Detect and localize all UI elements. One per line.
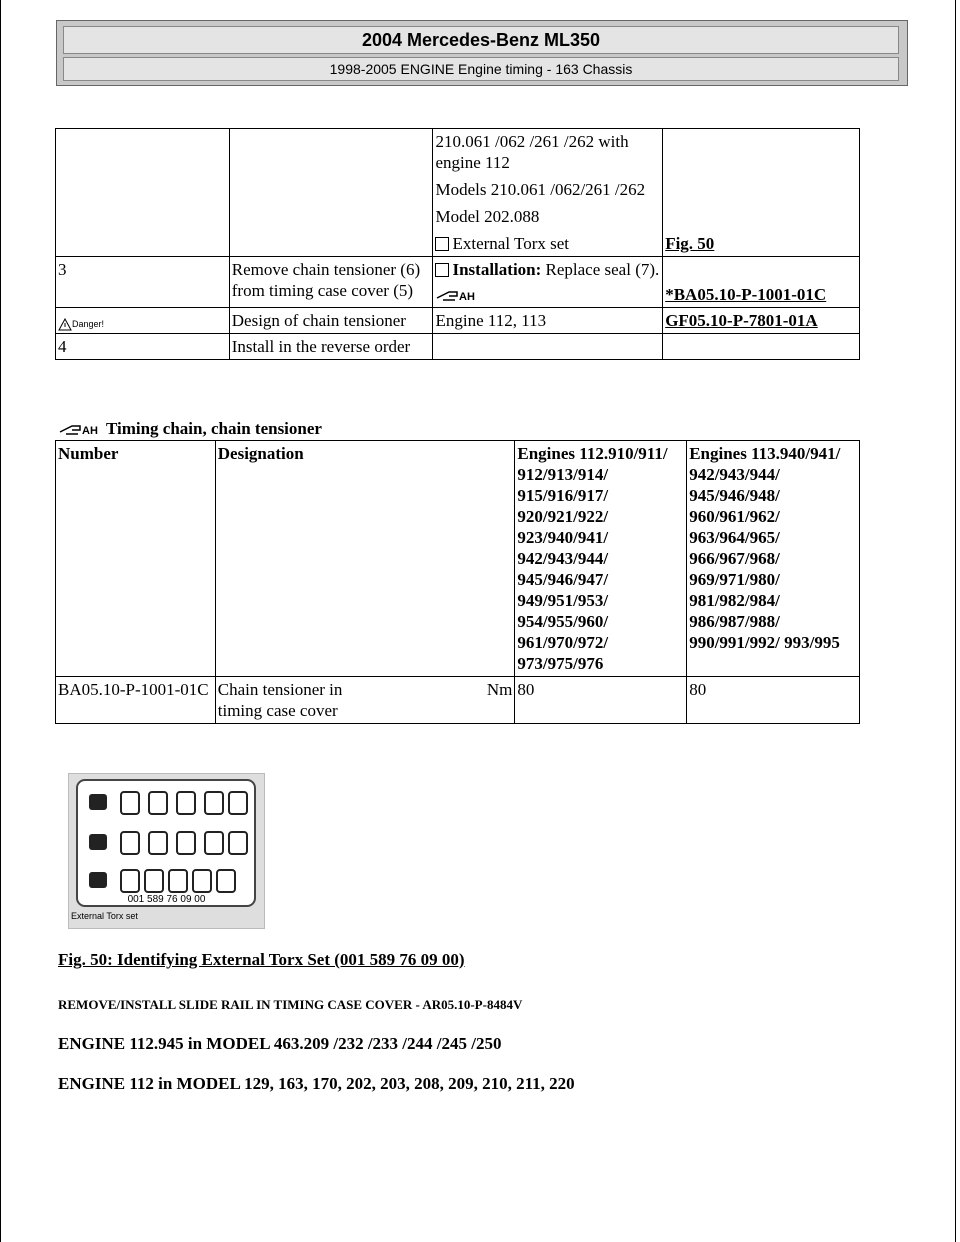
pointing-hand-icon — [58, 422, 102, 436]
table-row — [56, 129, 860, 257]
danger-label: Danger! — [72, 319, 105, 330]
header-title: 2004 Mercedes-Benz ML350 — [63, 26, 899, 54]
procedure-table — [55, 128, 860, 360]
danger-cell — [56, 308, 230, 334]
applicability-line: Models 210.061 /062/261 /262 — [435, 180, 646, 199]
section-title — [58, 419, 322, 439]
note-icon — [435, 263, 449, 277]
column-header: Designation — [215, 441, 515, 677]
tool-line — [435, 233, 660, 254]
document-header — [56, 20, 908, 86]
cell-number: BA05.10-P-1001-01C — [56, 677, 216, 724]
installation-note-cell — [433, 257, 663, 308]
header-subtitle: 1998-2005 ENGINE Engine timing - 163 Chassis — [63, 57, 899, 81]
column-header: Number — [56, 441, 216, 677]
unit-text: Nm — [486, 680, 513, 699]
torx-set-figure — [68, 773, 265, 929]
applicability-cell — [433, 129, 663, 257]
reference-link[interactable]: *BA05.10-P-1001-01C — [665, 285, 827, 304]
applicability-line: 210.061 /062 /261 /262 with engine 112 — [435, 132, 629, 172]
engine-model-heading: ENGINE 112.945 in MODEL 463.209 /232 /233 /244 /245 /250 — [58, 1034, 502, 1053]
cell-value: 80 — [687, 677, 860, 724]
danger-warning-icon — [58, 314, 108, 330]
cell-designation — [215, 677, 515, 724]
tool-label: External Torx set — [452, 234, 570, 253]
step-action: Remove chain tensioner (6) from timing case cover (5) — [229, 257, 433, 308]
pointing-hand-icon — [435, 288, 479, 302]
table-header-row — [56, 441, 860, 677]
tool-icon — [435, 237, 449, 251]
figure-link[interactable]: Fig. 50 — [665, 234, 715, 253]
column-header: Engines 113.940/941/ 942/943/944/ 945/946/948/ 960/961/962/ 963/964/965/ 966/967/968/ 969/971/980/ 981/982/984/ 986/987/988/ 990/991/992/ 993/995 — [687, 441, 860, 677]
applicability-line: Model 202.088 — [435, 207, 540, 226]
table-row — [56, 677, 860, 724]
procedure-heading: REMOVE/INSTALL SLIDE RAIL IN TIMING CASE COVER - AR05.10-P-8484V — [58, 997, 523, 1012]
svg-text:AH: AH — [459, 291, 476, 302]
table-row — [56, 334, 860, 360]
table-row — [56, 308, 860, 334]
design-text: Design of chain tensioner — [229, 308, 433, 334]
cell-value: 80 — [515, 677, 687, 724]
step-number: 4 — [56, 334, 230, 360]
reference-link[interactable]: GF05.10-P-7801-01A — [665, 311, 818, 330]
column-header: Engines 112.910/911/ 912/913/914/ 915/916/917/ 920/921/922/ 923/940/941/ 942/943/944/ 945/946/947/ 949/951/953/ 954/955/960/ 961/970/972/ 973/975/976 — [515, 441, 687, 677]
step-action: Install in the reverse order — [229, 334, 433, 360]
figure-label: External Torx set — [71, 911, 138, 921]
installation-text: Replace seal (7). — [545, 260, 660, 279]
torque-table — [55, 440, 860, 724]
engine-text: Engine 112, 113 — [433, 308, 663, 334]
designation-text: Chain tensioner in timing case cover — [217, 680, 343, 720]
figure-part-number: 001 589 76 09 00 — [127, 894, 206, 905]
engine-model-heading: ENGINE 112 in MODEL 129, 163, 170, 202, 203, 208, 209, 210, 211, 220 — [58, 1074, 575, 1093]
table-row — [56, 257, 860, 308]
installation-label: Installation: — [452, 260, 542, 279]
svg-text:AH: AH — [82, 425, 98, 436]
figure-caption: Fig. 50: Identifying External Torx Set (001 589 76 09 00) — [58, 950, 465, 969]
section-title-text: Timing chain, chain tensioner — [105, 419, 322, 438]
step-number: 3 — [56, 257, 230, 308]
